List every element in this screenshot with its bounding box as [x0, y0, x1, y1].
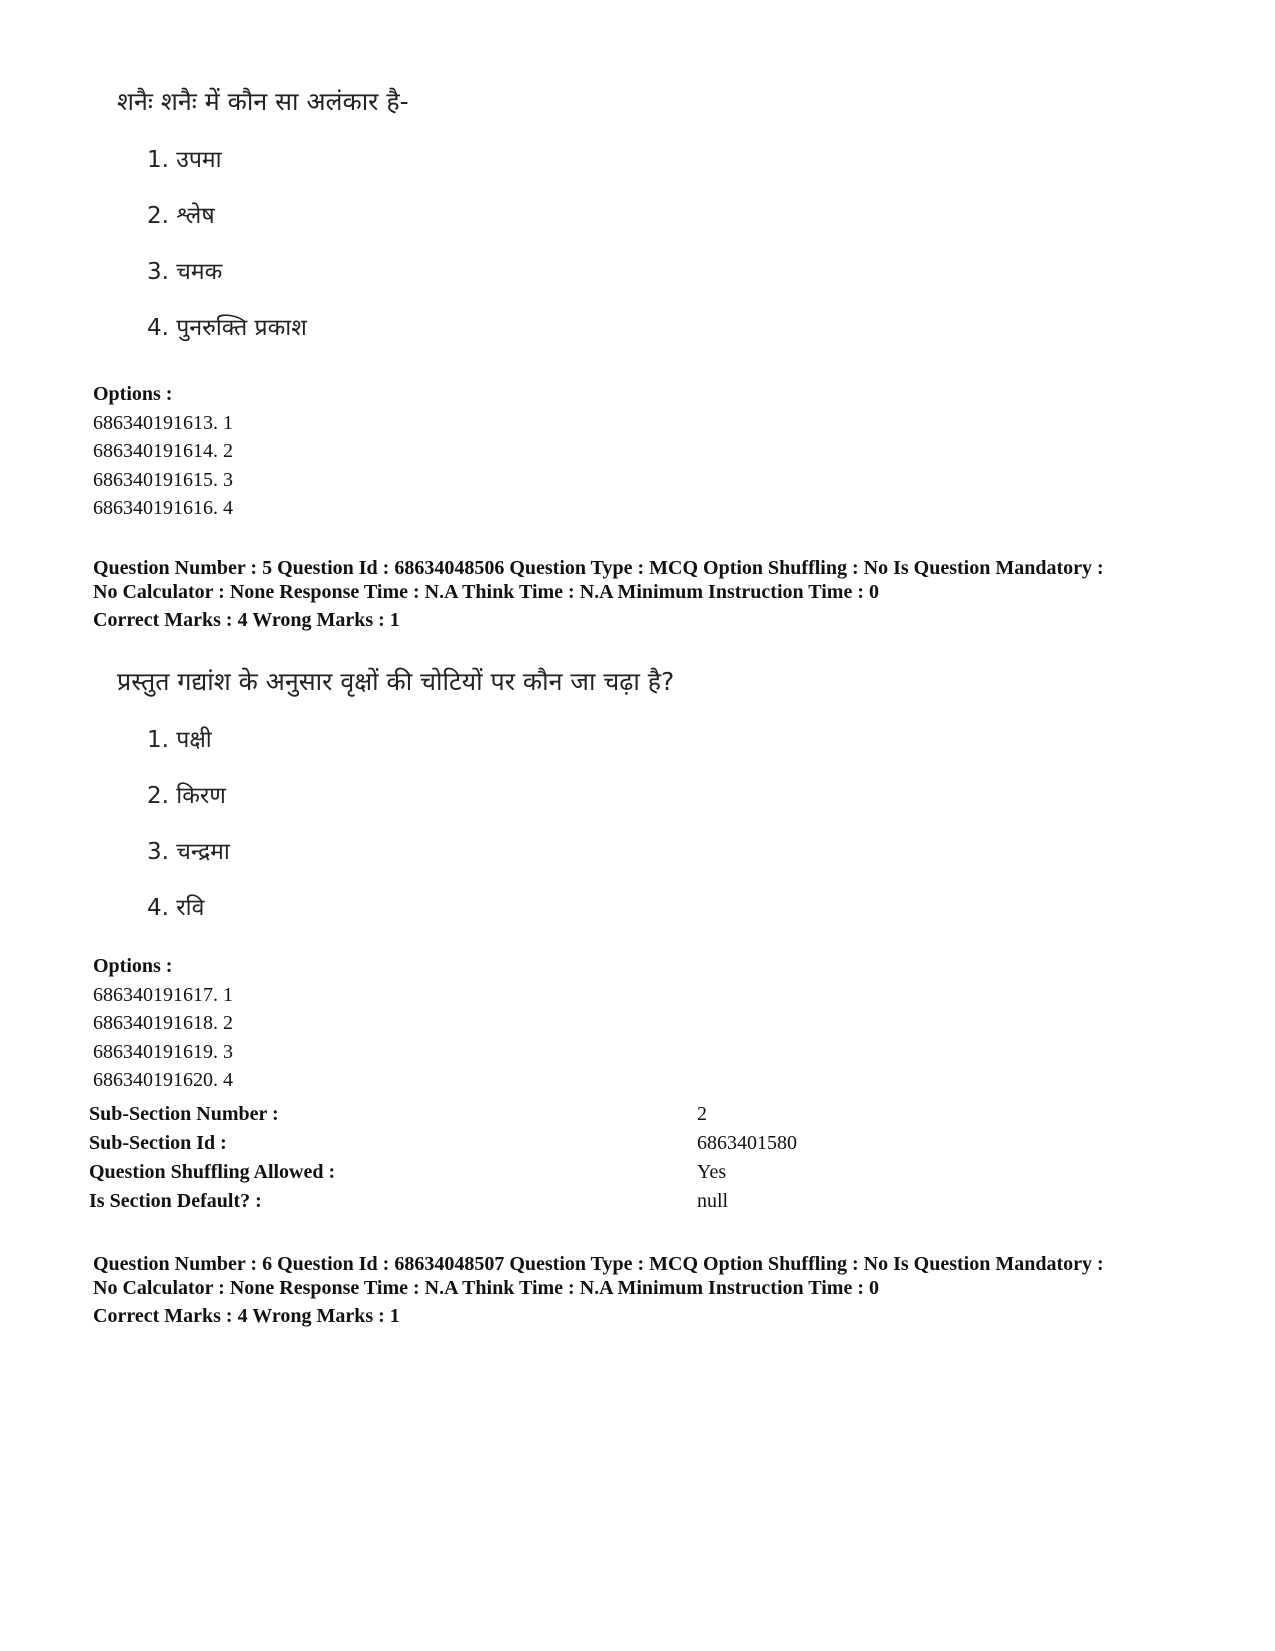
question-6-marks: Correct Marks : 4 Wrong Marks : 1 — [93, 1305, 400, 1327]
question-5-options-heading: Options : — [93, 955, 173, 977]
question-5-choice-2: 2. किरण — [147, 783, 226, 809]
question-5-choice-3: 3. चन्द्रमा — [147, 839, 230, 865]
question-5-meta-line-1: Question Number : 5 Question Id : 68634048506 Question Type : MCQ Option Shuffling : No Is Question Mandatory : — [93, 557, 1104, 579]
question-5-option-3: 686340191619. 3 — [93, 1041, 233, 1063]
question-5-option-2: 686340191618. 2 — [93, 1012, 233, 1034]
question-shuffling-label: Question Shuffling Allowed : — [89, 1161, 336, 1183]
question-6-meta-line-1: Question Number : 6 Question Id : 68634048507 Question Type : MCQ Option Shuffling : No Is Question Mandatory : — [93, 1253, 1104, 1275]
question-5-meta-line-2: No Calculator : None Response Time : N.A Think Time : N.A Minimum Instruction Time : 0 — [93, 581, 879, 603]
question-4-option-2: 686340191614. 2 — [93, 440, 233, 462]
question-shuffling-value: Yes — [697, 1161, 727, 1183]
question-4-choice-3: 3. चमक — [147, 259, 223, 285]
question-6-meta-line-2: No Calculator : None Response Time : N.A Think Time : N.A Minimum Instruction Time : 0 — [93, 1277, 879, 1299]
question-5-choice-4: 4. रवि — [147, 895, 205, 921]
question-4-option-4: 686340191616. 4 — [93, 497, 233, 519]
question-5-choice-1: 1. पक्षी — [147, 727, 212, 753]
question-5-text: प्रस्तुत गद्यांश के अनुसार वृक्षों की चोटियों पर कौन जा चढ़ा है? — [117, 667, 675, 696]
section-default-value: null — [697, 1190, 729, 1212]
section-default-label: Is Section Default? : — [89, 1190, 262, 1212]
question-4-option-3: 686340191615. 3 — [93, 469, 233, 491]
subsection-id-value: 6863401580 — [697, 1132, 797, 1154]
question-4-text: शनैः शनैः में कौन सा अलंकार है- — [117, 87, 409, 116]
question-5-marks: Correct Marks : 4 Wrong Marks : 1 — [93, 609, 400, 631]
subsection-number-label: Sub-Section Number : — [89, 1103, 279, 1125]
question-4-choice-1: 1. उपमा — [147, 147, 222, 173]
question-5-option-4: 686340191620. 4 — [93, 1069, 233, 1091]
question-5-option-1: 686340191617. 1 — [93, 984, 233, 1006]
question-4-choice-4: 4. पुनरुक्ति प्रकाश — [147, 315, 307, 341]
question-4-options-heading: Options : — [93, 383, 173, 405]
subsection-number-value: 2 — [697, 1103, 707, 1125]
question-4-choice-2: 2. श्लेष — [147, 203, 215, 229]
subsection-id-label: Sub-Section Id : — [89, 1132, 227, 1154]
question-4-option-1: 686340191613. 1 — [93, 412, 233, 434]
